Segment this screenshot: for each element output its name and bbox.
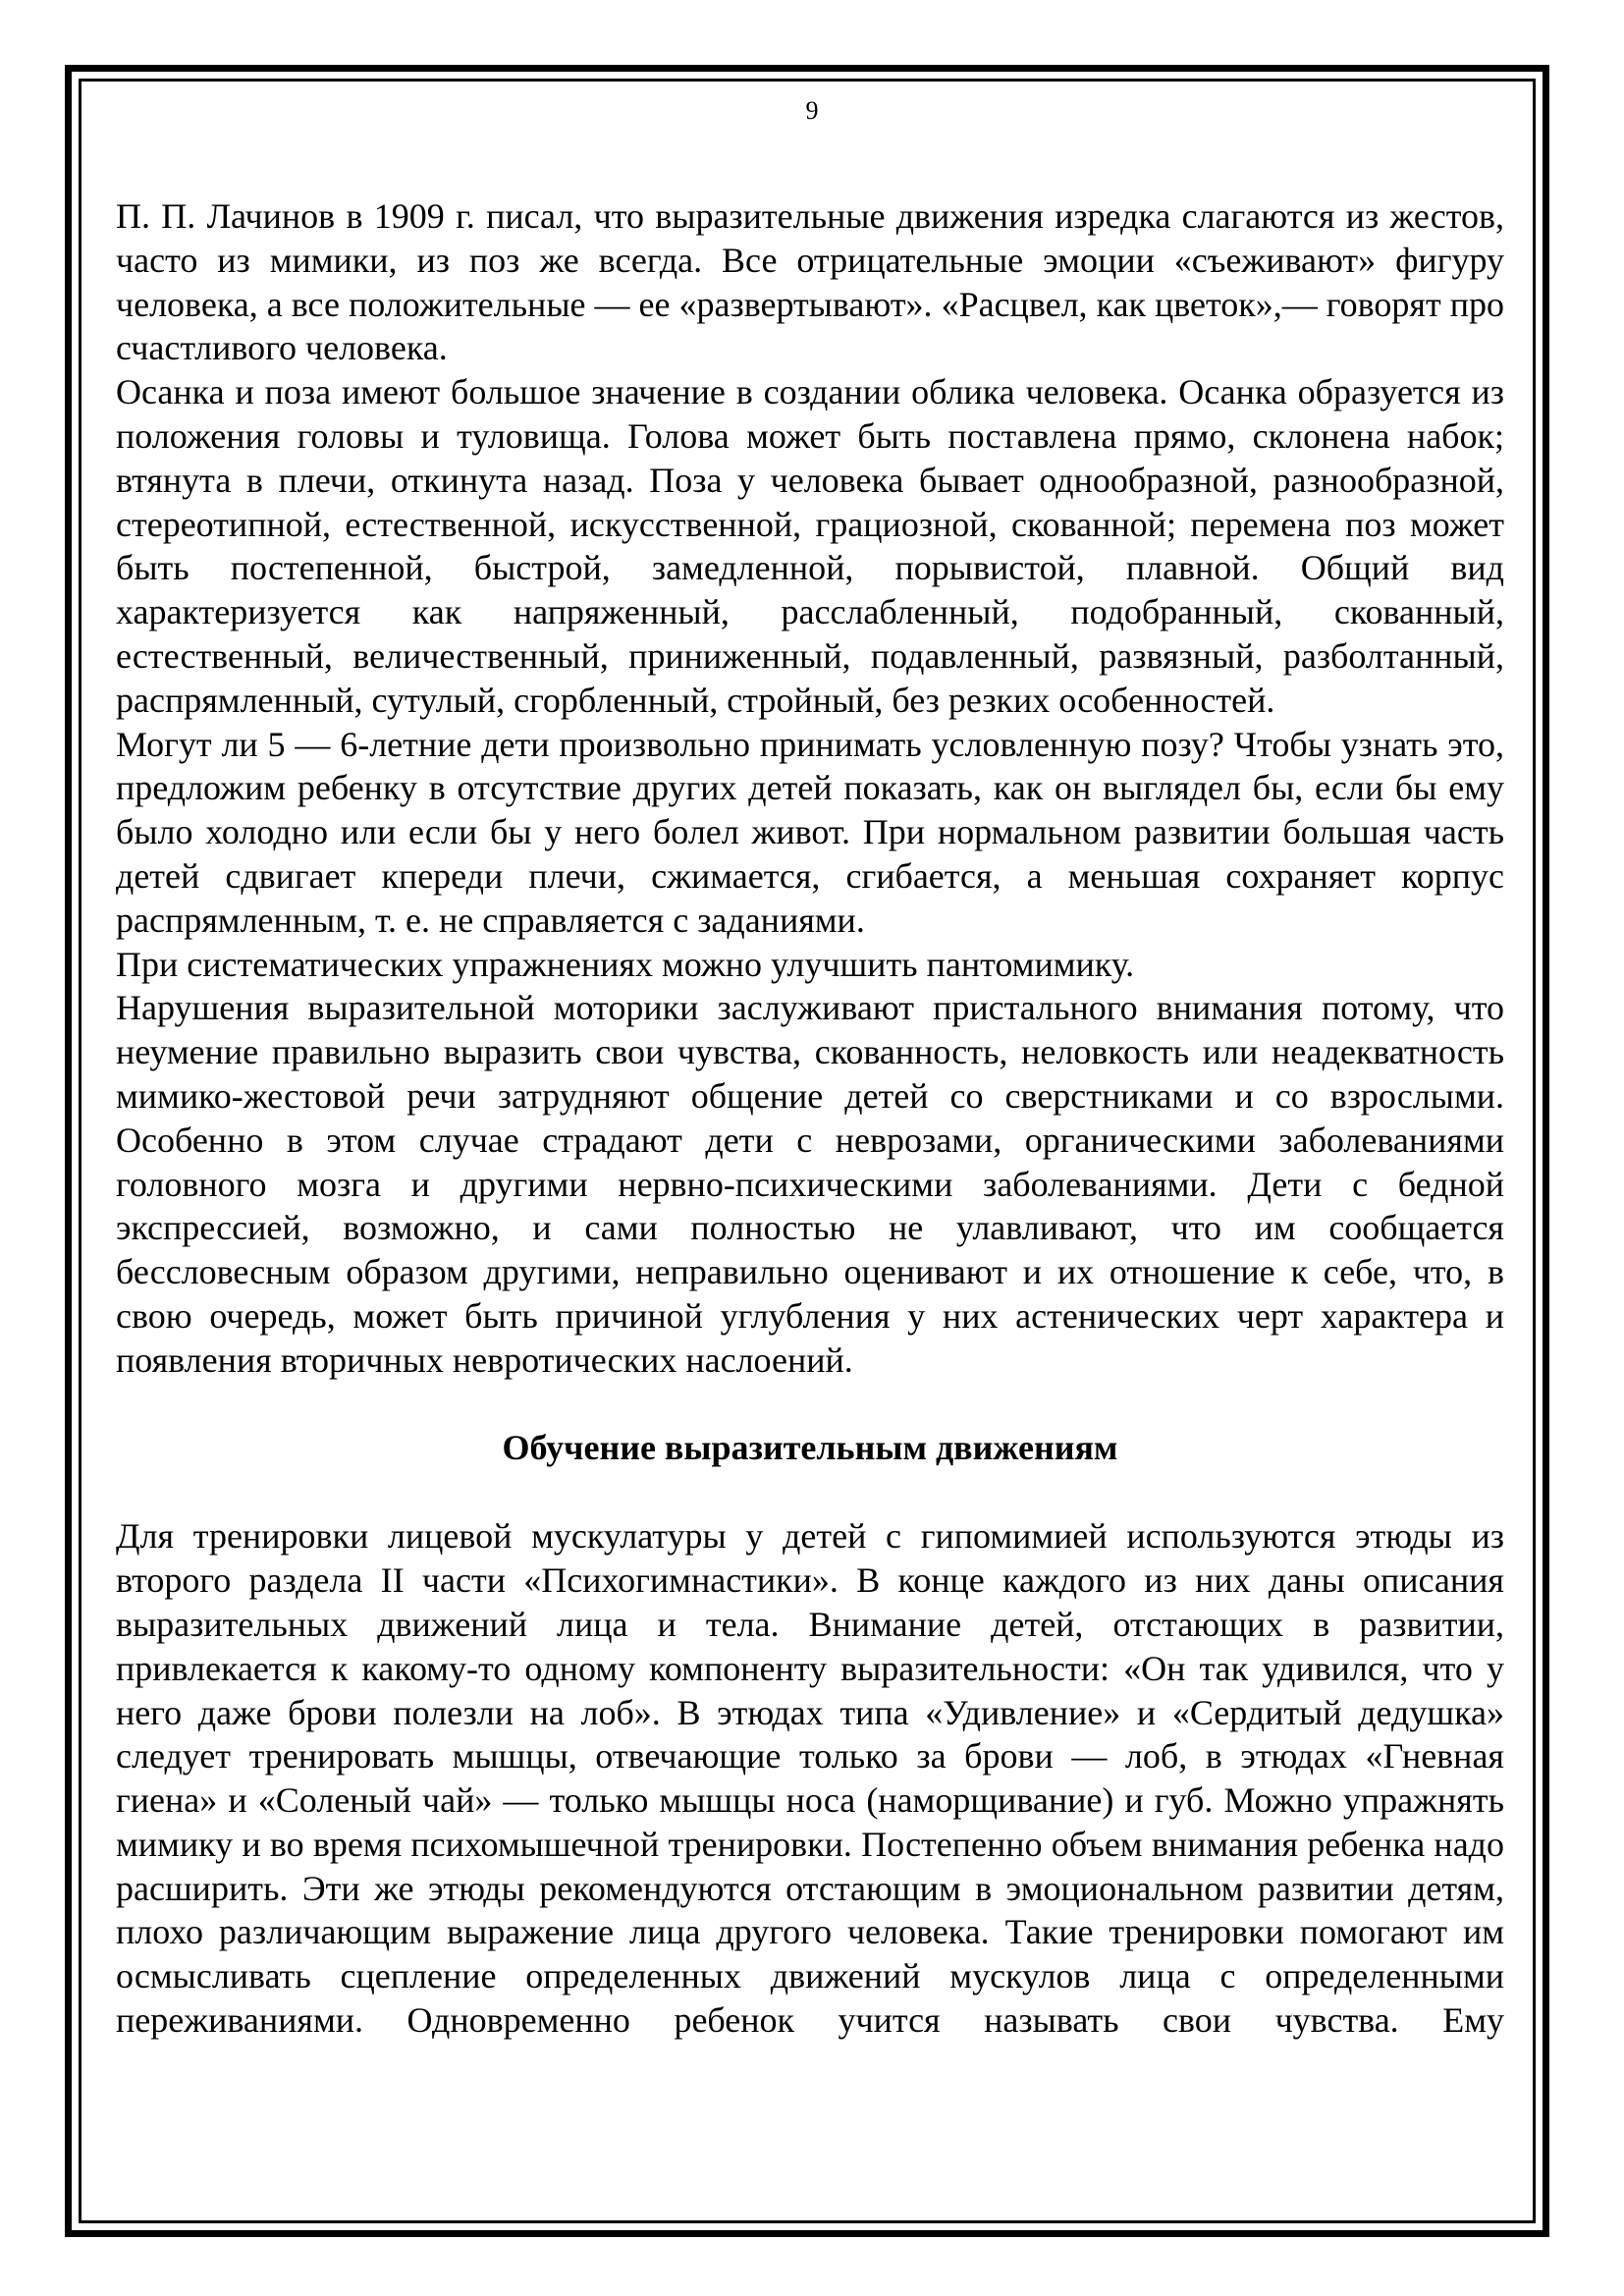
page-number: 9	[805, 96, 819, 125]
paragraph-lachinov: П. П. Лачинов в 1909 г. писал, что выразительные движения изредка слагаются из жестов, часто из мимики, из поз же всегда. Все отрицательные эмоции «съеживают» фигуру человека, а все положительные — ее «развертывают». «Расцвел, как цветок»,— говорят про счастливого человека.	[116, 196, 1504, 368]
section-heading: Обучение выразительным движениям	[502, 1427, 1118, 1467]
paragraph-training: Для тренировки лицевой мускулатуры у детей с гипомимией используются этюды из второго раздела II части «Психогимнастики». В конце каждого из них даны описания выразительных движений лица и тела. Внимание детей, отстающих в развитии, привлекается к какому-то одному компоненту выразительности: «Он так удивился, что у него даже брови полезли на лоб». В этюдах типа «Удивление» и «Сердитый дедушка» следует тренировать мышцы, отвечающие только за брови — лоб, в этюдах «Гневная гиена» и «Соленый чай» — только мышцы носа (наморщивание) и губ. Можно упражнять мимику и во время психомышечной тренировки. Постепенно объем внимания ребенка надо расширить. Эти же этюды рекомендуются отстающим в эмоциональном развитии детям, плохо различающим выражение лица другого человека. Такие тренировки помогают им осмысливать сцепление определенных движений мускулов лица с определенными переживаниями. Одновременно ребенок учится называть свои чувства. Ему	[116, 1516, 1504, 2041]
paragraph-children-pose: Могут ли 5 — 6-летние дети произвольно принимать условленную позу? Чтобы узнать это, предложим ребенку в отсутствие других детей показать, как он выглядел бы, если бы ему было холодно или если бы у него болел живот. При нормальном развитии большая часть детей сдвигает кпереди плечи, сжимается, сгибается, а меньшая сохраняет корпус распрямленным, т. е. не справляется с заданиями.	[116, 724, 1504, 940]
paragraph-posture: Осанка и поза имеют большое значение в создании облика человека. Осанка образуется из положения головы и туловища. Голова может быть поставлена прямо, склонена набок; втянута в плечи, откинута назад. Поза у человека бывает однообразной, разнообразной, стереотипной, естественной, искусственной, грациозной, скованной; перемена поз может быть постепенной, быстрой, замедленной, порывистой, плавной. Общий вид характеризуется как напряженный, расслабленный, подобранный, скованный, естественный, величественный, приниженный, подавленный, развязный, разболтанный, распрямленный, сутулый, сгорбленный, стройный, без резких особенностей.	[116, 372, 1504, 720]
paragraph-motor-disorders: Нарушения выразительной моторики заслуживают пристального внимания потому, что неумение правильно выразить свои чувства, скованность, неловкость или неадекватность мимико-жестовой речи затрудняют общение детей со сверстниками и со взрослыми. Особенно в этом случае страдают дети с неврозами, органическими заболеваниями головного мозга и другими нервно-психическими заболеваниями. Дети с бедной экспрессией, возможно, и сами полностью не улавливают, что им сообщается бессловесным образом другими, неправильно оценивают и их отношение к себе, что, в свою очередь, может быть причиной углубления у них астенических черт характера и появления вторичных невротических наслоений.	[116, 988, 1504, 1380]
page-content	[116, 194, 1504, 2043]
paragraph-pantomime: При систематических упражнениях можно улучшить пантомимику.	[116, 944, 1135, 984]
